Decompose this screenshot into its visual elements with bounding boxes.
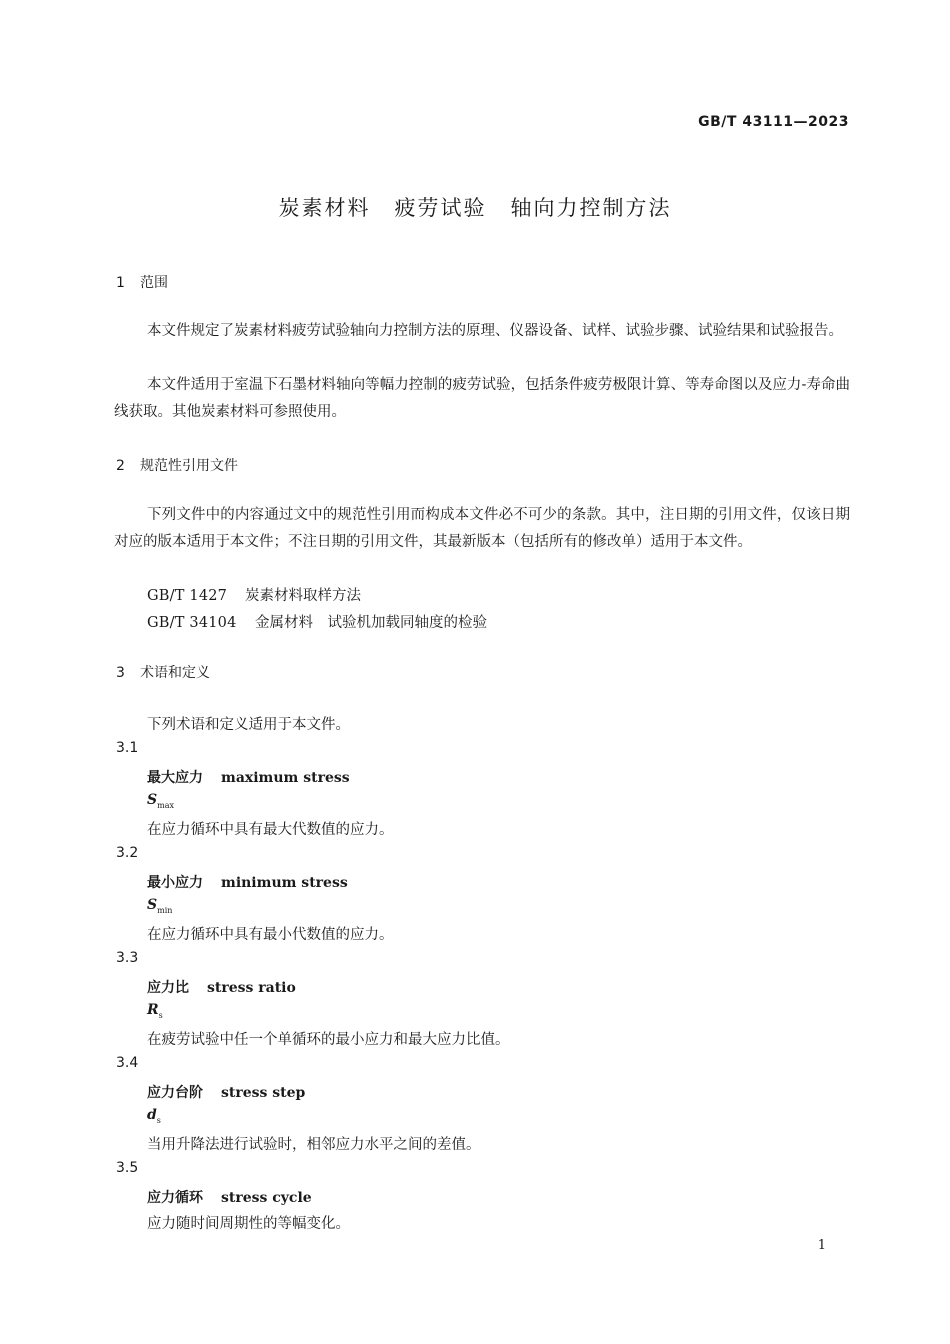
term-definition: 在应力循环中具有最小代数值的应力。 xyxy=(147,927,394,943)
reference-title: 金属材料 试验机加载同轴度的检验 xyxy=(255,615,487,631)
term-english: stress step xyxy=(221,1085,306,1101)
term-number: 3.4 xyxy=(116,1055,139,1071)
term-heading xyxy=(147,767,350,787)
term-definition: 在应力循环中具有最大代数值的应力。 xyxy=(147,822,394,838)
section-3-intro: 下列术语和定义适用于本文件。 xyxy=(147,717,350,733)
term-definition: 应力随时间周期性的等幅变化。 xyxy=(147,1216,350,1232)
term-number: 3.2 xyxy=(116,845,139,861)
section-title: 范围 xyxy=(140,275,168,291)
section-number: 2 xyxy=(116,458,125,474)
term-heading xyxy=(147,977,296,997)
symbol-subscript: max xyxy=(157,800,174,810)
reference-code: GB/T 34104 xyxy=(147,615,237,631)
section-title: 术语和定义 xyxy=(140,665,210,681)
term-symbol xyxy=(147,792,174,810)
term-definition: 当用升降法进行试验时，相邻应力水平之间的差值。 xyxy=(147,1137,481,1153)
reference-title: 炭素材料取样方法 xyxy=(245,588,361,604)
term-symbol xyxy=(147,1002,163,1020)
symbol-subscript: s xyxy=(158,1010,163,1020)
term-number: 3.5 xyxy=(116,1160,139,1176)
term-symbol xyxy=(147,897,172,915)
term-number: 3.1 xyxy=(116,740,139,756)
standard-number: GB/T 43111—2023 xyxy=(698,114,849,130)
symbol-letter: S xyxy=(147,897,158,913)
term-symbol xyxy=(147,1107,161,1125)
term-chinese: 最小应力 xyxy=(147,875,203,891)
symbol-subscript: s xyxy=(156,1115,161,1125)
section-2-heading xyxy=(116,455,238,475)
reference-item xyxy=(147,611,487,632)
title-part-1: 炭素材料 xyxy=(278,196,371,220)
symbol-letter: d xyxy=(147,1107,157,1123)
section-1-heading xyxy=(116,272,168,292)
page-number: 1 xyxy=(817,1238,826,1253)
term-heading xyxy=(147,1082,305,1102)
document-title xyxy=(0,192,950,222)
section-number: 1 xyxy=(116,275,125,291)
section-3-heading xyxy=(116,662,210,682)
section-2-paragraph-1: 下列文件中的内容通过文中的规范性引用而构成本文件必不可少的条款。其中，注日期的引用文件，仅该日期对应的版本适用于本文件；不注日期的引用文件，其最新版本（包括所有的修改单）适用于本文件。 xyxy=(114,507,850,550)
symbol-subscript: min xyxy=(157,905,173,915)
term-definition: 在疲劳试验中任一个单循环的最小应力和最大应力比值。 xyxy=(147,1032,510,1048)
symbol-letter: R xyxy=(147,1002,159,1018)
term-chinese: 应力循环 xyxy=(147,1190,203,1206)
section-1-paragraph-1: 本文件规定了炭素材料疲劳试验轴向力控制方法的原理、仪器设备、试样、试验步骤、试验结果和试验报告。 xyxy=(147,323,843,339)
title-part-3: 轴向力控制方法 xyxy=(510,196,672,220)
section-1-paragraph-2: 本文件适用于室温下石墨材料轴向等幅力控制的疲劳试验，包括条件疲劳极限计算、等寿命图以及应力-寿命曲线获取。其他炭素材料可参照使用。 xyxy=(114,377,850,420)
term-english: maximum stress xyxy=(221,770,350,786)
term-heading xyxy=(147,1187,312,1207)
reference-code: GB/T 1427 xyxy=(147,588,228,604)
term-chinese: 应力比 xyxy=(147,980,189,996)
term-number: 3.3 xyxy=(116,950,139,966)
symbol-letter: S xyxy=(147,792,158,808)
reference-item xyxy=(147,584,361,605)
section-number: 3 xyxy=(116,665,125,681)
section-title: 规范性引用文件 xyxy=(140,458,238,474)
term-english: stress cycle xyxy=(221,1190,312,1206)
title-part-2: 疲劳试验 xyxy=(394,196,487,220)
term-heading xyxy=(147,872,348,892)
term-english: stress ratio xyxy=(207,980,296,996)
term-chinese: 最大应力 xyxy=(147,770,203,786)
term-chinese: 应力台阶 xyxy=(147,1085,203,1101)
term-english: minimum stress xyxy=(221,875,348,891)
